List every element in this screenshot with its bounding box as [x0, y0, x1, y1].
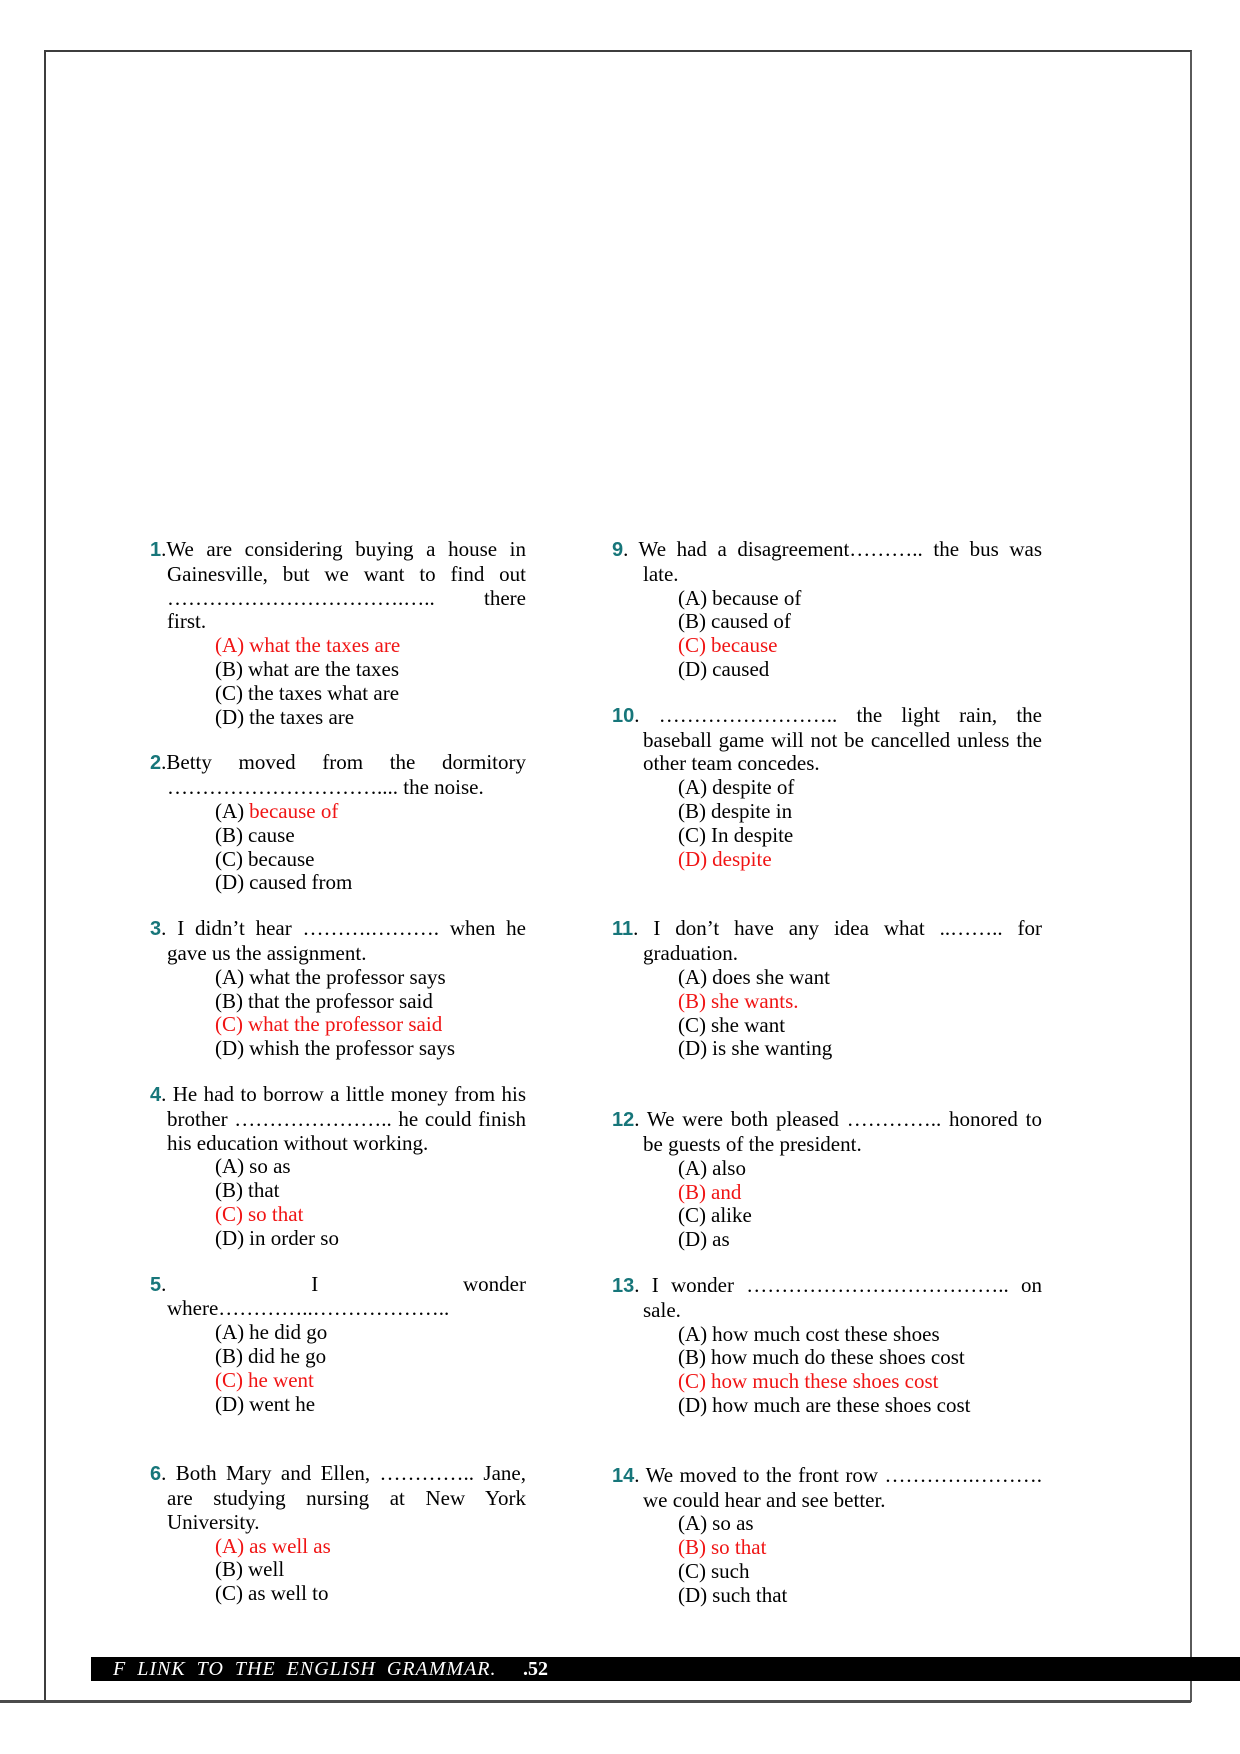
- question-stem-text: …………………….. the light rain, the baseball game will not be cancelled unless the other team concedes.: [639, 702, 1042, 776]
- option-label: (B): [215, 822, 243, 847]
- option-row: [678, 1323, 1042, 1347]
- question-stem-text: I wonder where…………..………………..: [166, 1271, 526, 1321]
- options-list: [215, 1155, 526, 1250]
- options-list: [215, 634, 526, 729]
- option-row: [678, 634, 1042, 658]
- option-label: (C): [678, 1558, 706, 1583]
- option-label: (B): [678, 1535, 706, 1560]
- option-row: [215, 1037, 526, 1061]
- option-label: (A): [678, 1321, 708, 1346]
- option-text: so that: [711, 1535, 767, 1560]
- question-number-dot: .: [634, 1107, 640, 1132]
- option-label: (B): [678, 1179, 706, 1204]
- option-row: [678, 800, 1042, 824]
- question-stem: [612, 538, 1042, 587]
- question-number: 12: [612, 1109, 635, 1132]
- question: [612, 1108, 1042, 1252]
- option-text: despite of: [712, 775, 795, 800]
- option-label: (C): [678, 1012, 706, 1037]
- question-stem: [150, 1273, 526, 1322]
- option-label: (B): [678, 988, 706, 1013]
- option-text: because: [248, 846, 315, 871]
- option-text: what the professor said: [248, 1012, 443, 1037]
- option-label: (A): [678, 585, 708, 610]
- option-text: in order so: [249, 1225, 339, 1250]
- option-text: she want: [711, 1012, 786, 1037]
- option-label: (A): [215, 1533, 245, 1558]
- option-text: what are the taxes: [248, 656, 400, 681]
- question: [150, 1462, 526, 1606]
- option-label: (A): [215, 964, 245, 989]
- question-stem-text: We moved to the front row ………….………. we could hear and see better.: [639, 1462, 1042, 1512]
- option-text: whish the professor says: [249, 1036, 456, 1061]
- option-text: caused: [712, 656, 770, 681]
- option-text: because: [711, 633, 778, 658]
- question-number-dot: .: [634, 1462, 640, 1487]
- question-stem: [150, 917, 526, 966]
- option-row: [215, 1558, 526, 1582]
- question: [612, 1464, 1042, 1608]
- option-row: [678, 1370, 1042, 1394]
- option-text: how much cost these shoes: [712, 1321, 940, 1346]
- option-label: (D): [678, 1582, 708, 1607]
- option-row: [215, 848, 526, 872]
- option-label: (A): [215, 798, 245, 823]
- option-label: (C): [215, 1012, 243, 1037]
- option-row: [215, 658, 526, 682]
- option-row: [215, 800, 526, 824]
- options-list: [678, 1512, 1042, 1607]
- options-list: [678, 1157, 1042, 1252]
- option-row: [678, 966, 1042, 990]
- questions-column-left: [150, 538, 526, 1628]
- question-stem: [612, 1108, 1042, 1157]
- option-row: [678, 1204, 1042, 1228]
- option-label: (D): [215, 1036, 245, 1061]
- options-list: [215, 1535, 526, 1606]
- question: [612, 917, 1042, 1061]
- option-text: she wants.: [711, 988, 799, 1013]
- option-text: how much are these shoes cost: [712, 1392, 971, 1417]
- option-row: [678, 1037, 1042, 1061]
- option-label: (A): [215, 1320, 245, 1345]
- option-label: (D): [678, 1392, 708, 1417]
- question-number-dot: .: [623, 537, 629, 561]
- page-frame-bottom-line: [0, 1700, 1191, 1703]
- option-label: (C): [215, 1201, 243, 1226]
- option-label: (A): [215, 1154, 245, 1179]
- option-row: [215, 634, 526, 658]
- option-text: as well to: [248, 1581, 329, 1606]
- question: [612, 1274, 1042, 1418]
- question: [150, 1273, 526, 1417]
- option-row: [678, 1157, 1042, 1181]
- option-label: (B): [678, 609, 706, 634]
- option-row: [678, 1181, 1042, 1205]
- question: [150, 538, 526, 729]
- option-text: despite in: [711, 798, 793, 823]
- option-label: (B): [215, 1557, 243, 1582]
- options-list: [678, 776, 1042, 871]
- option-label: (B): [215, 988, 243, 1013]
- option-text: well: [248, 1557, 285, 1582]
- option-row: [215, 1369, 526, 1393]
- option-text: is she wanting: [712, 1036, 833, 1061]
- question: [150, 1083, 526, 1251]
- option-label: (A): [215, 633, 245, 658]
- option-text: did he go: [248, 1343, 327, 1368]
- option-label: (B): [215, 1178, 243, 1203]
- option-row: [215, 1535, 526, 1559]
- question-number: 1: [150, 539, 162, 561]
- option-row: [215, 824, 526, 848]
- option-row: [678, 776, 1042, 800]
- options-list: [678, 966, 1042, 1061]
- question-number-dot: .: [161, 1271, 167, 1296]
- option-row: [678, 1536, 1042, 1560]
- option-row: [678, 1346, 1042, 1370]
- option-text: cause: [248, 822, 295, 847]
- option-text: the taxes are: [249, 704, 355, 729]
- questions-column-right: [612, 538, 1042, 1629]
- question-stem-text: He had to borrow a little money from his brother ………………….. he could finish his education without working.: [166, 1081, 526, 1155]
- option-row: [678, 1584, 1042, 1608]
- question-number: 11: [612, 918, 634, 941]
- question-stem-text: I wonder ……………………………….. on sale.: [639, 1272, 1042, 1322]
- option-label: (D): [215, 704, 245, 729]
- option-row: [678, 1014, 1042, 1038]
- question-stem-text: Both Mary and Ellen, ………….. Jane, are studying nursing at New York University.: [166, 1461, 526, 1534]
- option-label: (C): [678, 1369, 706, 1394]
- option-text: caused of: [711, 609, 791, 634]
- option-label: (D): [215, 1391, 245, 1416]
- option-text: despite: [712, 846, 772, 871]
- question: [150, 751, 526, 895]
- options-list: [215, 800, 526, 895]
- option-label: (D): [678, 846, 708, 871]
- question-number: 14: [612, 1464, 635, 1487]
- option-label: (D): [678, 656, 708, 681]
- question-number-dot: .: [161, 750, 167, 775]
- option-label: (C): [215, 846, 243, 871]
- option-text: also: [712, 1155, 746, 1180]
- question-number-dot: .: [161, 1081, 167, 1106]
- option-row: [215, 990, 526, 1014]
- option-row: [215, 1393, 526, 1417]
- option-text: such: [711, 1558, 750, 1583]
- option-row: [678, 848, 1042, 872]
- option-text: he did go: [249, 1320, 328, 1345]
- option-row: [215, 1582, 526, 1606]
- option-label: (D): [678, 1036, 708, 1061]
- option-text: because of: [249, 798, 339, 823]
- option-label: (D): [215, 870, 245, 895]
- footer-title: F LINK TO THE ENGLISH GRAMMAR.: [113, 1658, 497, 1680]
- option-label: (C): [678, 633, 706, 658]
- option-row: [678, 658, 1042, 682]
- option-row: [215, 1321, 526, 1345]
- question-stem-text: We had a disagreement……….. the bus was late.: [628, 537, 1042, 586]
- option-label: (D): [215, 1225, 245, 1250]
- option-text: so as: [712, 1511, 754, 1536]
- question-number: 10: [612, 704, 635, 727]
- option-text: went he: [249, 1391, 316, 1416]
- question-number: 9: [612, 539, 624, 561]
- option-row: [215, 966, 526, 990]
- option-label: (B): [678, 798, 706, 823]
- question-stem: [150, 751, 526, 800]
- footer-bar: [91, 1657, 1240, 1681]
- option-text: he went: [248, 1367, 314, 1392]
- question-number-dot: .: [633, 916, 639, 941]
- question-number: 6: [150, 1463, 162, 1486]
- option-label: (D): [678, 1227, 708, 1252]
- option-label: (C): [215, 1581, 243, 1606]
- option-text: such that: [712, 1582, 788, 1607]
- question-stem: [612, 704, 1042, 776]
- footer-page-number: .52: [523, 1658, 548, 1680]
- option-row: [678, 587, 1042, 611]
- question-number: 3: [150, 918, 162, 941]
- option-row: [678, 824, 1042, 848]
- option-label: (C): [215, 1367, 243, 1392]
- option-label: (B): [215, 656, 243, 681]
- option-label: (A): [678, 775, 708, 800]
- option-label: (A): [678, 1511, 708, 1536]
- question-stem-text: I didn’t hear ……….………. when he gave us the assignment.: [166, 916, 526, 965]
- option-text: caused from: [249, 870, 353, 895]
- question-stem-text: We were both pleased ………….. honored to be guests of the president.: [639, 1107, 1042, 1156]
- option-text: the taxes what are: [248, 680, 400, 705]
- question-number: 13: [612, 1274, 635, 1297]
- option-text: In despite: [711, 822, 794, 847]
- option-row: [215, 1179, 526, 1203]
- option-text: that the professor said: [248, 988, 433, 1013]
- option-row: [678, 990, 1042, 1014]
- question: [612, 704, 1042, 872]
- option-text: because of: [712, 585, 802, 610]
- question-stem: [150, 1083, 526, 1155]
- option-row: [215, 1155, 526, 1179]
- question-number-dot: .: [161, 1461, 167, 1486]
- question-number-dot: .: [634, 702, 640, 727]
- option-row: [678, 1560, 1042, 1584]
- option-row: [215, 706, 526, 730]
- question-number-dot: .: [161, 916, 167, 941]
- option-text: does she want: [712, 964, 830, 989]
- question-stem: [612, 1274, 1042, 1323]
- question-number: 5: [150, 1273, 162, 1296]
- option-label: (C): [678, 1203, 706, 1228]
- question: [612, 538, 1042, 682]
- option-row: [678, 610, 1042, 634]
- option-row: [215, 1013, 526, 1037]
- question-number: 4: [150, 1083, 162, 1106]
- option-row: [678, 1394, 1042, 1418]
- question-stem-text: Betty moved from the dormitory ………………………….... the noise.: [166, 750, 526, 800]
- question-stem-text: I don’t have any idea what ..…….. for graduation.: [638, 916, 1042, 966]
- option-row: [215, 1345, 526, 1369]
- option-row: [215, 682, 526, 706]
- option-text: and: [711, 1179, 742, 1204]
- option-text: so as: [249, 1154, 291, 1179]
- option-row: [215, 1227, 526, 1251]
- question-number-dot: .: [634, 1272, 640, 1297]
- option-text: alike: [711, 1203, 752, 1228]
- option-text: as: [712, 1227, 730, 1252]
- question: [150, 917, 526, 1061]
- option-row: [215, 871, 526, 895]
- options-list: [215, 1321, 526, 1416]
- option-text: how much do these shoes cost: [711, 1345, 965, 1370]
- option-label: (B): [678, 1345, 706, 1370]
- option-text: how much these shoes cost: [711, 1369, 939, 1394]
- question-stem: [612, 917, 1042, 966]
- question-stem: [150, 538, 526, 634]
- option-label: (C): [215, 680, 243, 705]
- option-row: [678, 1228, 1042, 1252]
- options-list: [678, 1323, 1042, 1418]
- question-stem: [612, 1464, 1042, 1513]
- options-list: [678, 587, 1042, 682]
- option-label: (C): [678, 822, 706, 847]
- option-label: (B): [215, 1343, 243, 1368]
- option-row: [215, 1203, 526, 1227]
- question-number: 2: [150, 752, 162, 775]
- option-text: what the professor says: [249, 964, 446, 989]
- option-text: as well as: [249, 1533, 331, 1558]
- option-text: what the taxes are: [249, 633, 401, 658]
- options-list: [215, 966, 526, 1061]
- option-row: [678, 1512, 1042, 1536]
- question-number-dot: .: [161, 537, 167, 561]
- option-text: that: [248, 1178, 280, 1203]
- option-label: (A): [678, 1155, 708, 1180]
- question-stem: [150, 1462, 526, 1534]
- question-stem-text: We are considering buying a house in Gainesville, but we want to find out …………………………….….. there first.: [166, 537, 526, 634]
- option-text: so that: [248, 1201, 304, 1226]
- option-label: (A): [678, 964, 708, 989]
